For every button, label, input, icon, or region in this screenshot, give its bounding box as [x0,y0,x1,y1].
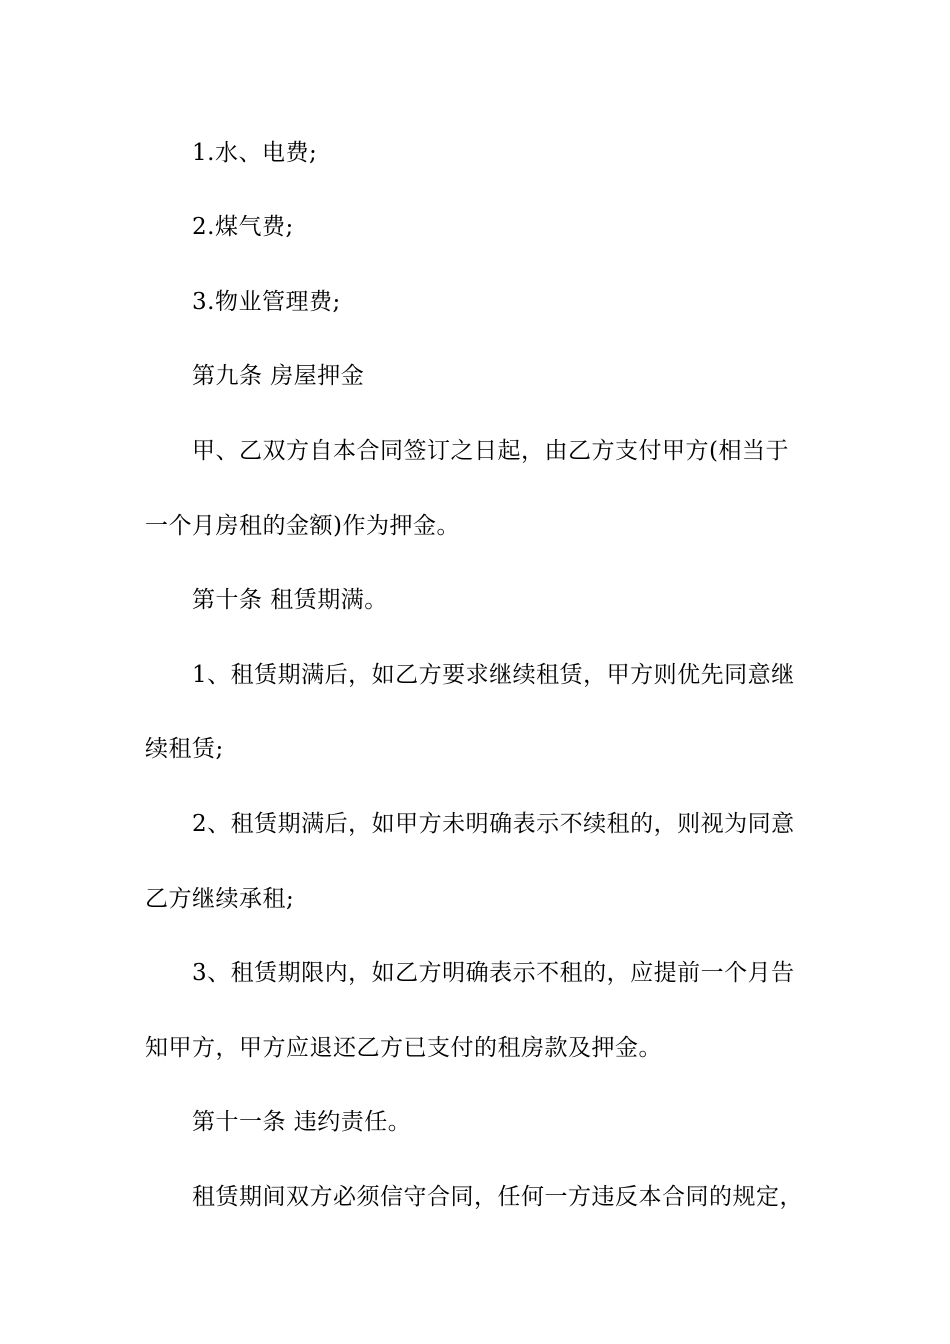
article-11-paragraph-line-1: 租赁期间双方必须信守合同，任何一方违反本合同的规定， [192,1184,803,1210]
article-10-heading: 第十条 租赁期满。 [192,587,388,613]
fee-item-gas: 2.煤气费; [192,214,294,240]
article-11-heading: 第十一条 违约责任。 [192,1109,412,1135]
article-9-paragraph-line-2: 一个月房租的金额)作为押金。 [145,513,460,539]
fee-item-water-electricity: 1.水、电费; [192,140,318,166]
article-10-clause-2-line-1: 2、租赁期满后，如甲方未明确表示不续租的，则视为同意 [192,811,795,837]
article-9-heading: 第九条 房屋押金 [192,363,365,389]
article-10-clause-1-line-2: 续租赁; [145,736,224,762]
article-10-clause-1-line-1: 1、租赁期满后，如乙方要求继续租赁，甲方则优先同意继 [192,662,795,688]
article-10-clause-3-line-2: 知甲方，甲方应退还乙方已支付的租房款及押金。 [145,1035,662,1061]
article-10-clause-3-line-1: 3、租赁期限内，如乙方明确表示不租的，应提前一个月告 [192,960,795,986]
fee-item-property-management: 3.物业管理费; [192,289,341,315]
article-10-clause-2-line-2: 乙方继续承租; [145,886,295,912]
article-9-paragraph-line-1: 甲、乙双方自本合同签订之日起，由乙方支付甲方(相当于 [192,438,789,464]
